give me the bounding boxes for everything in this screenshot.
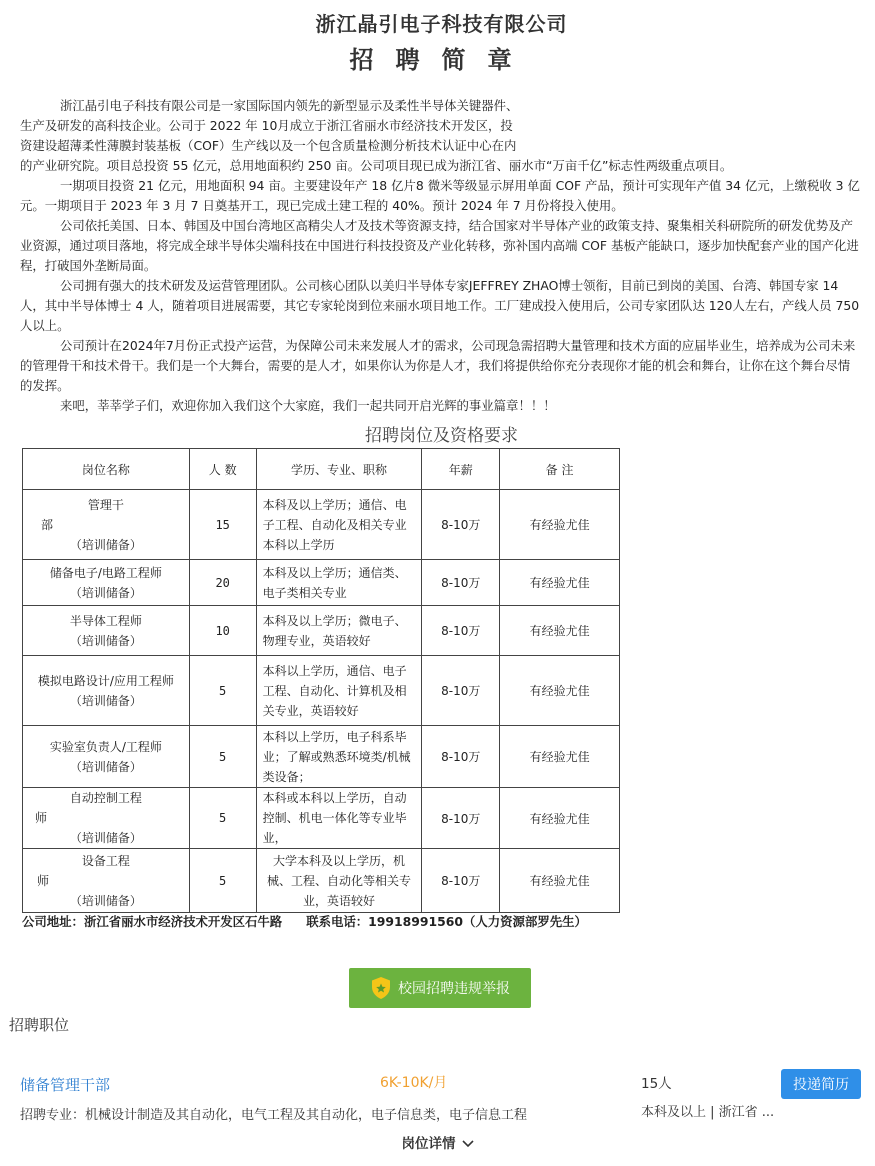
job-requirements-table [22, 448, 620, 913]
intro-line: 浙江晶引电子科技有限公司是一家国际国内领先的新型显示及柔性半导体关键器件、 [60, 98, 519, 113]
company-address: 公司地址：浙江省丽水市经济技术开发区石牛路 [22, 914, 283, 929]
position-salary: 8-10万 [422, 788, 500, 849]
position-name-line: （培训储备） [69, 693, 142, 708]
position-count: 20 [189, 560, 256, 606]
position-name-line: 实验室负责人/工程师 [49, 739, 162, 754]
position-name [23, 726, 190, 788]
position-salary: 8-10万 [422, 490, 500, 560]
table-header-row [23, 449, 620, 490]
position-note: 有经验尤佳 [500, 788, 620, 849]
position-name-line: （培训储备） [69, 831, 142, 845]
position-name-line: （培训储备） [69, 585, 142, 600]
position-count: 5 [189, 788, 256, 849]
report-button-label: 校园招聘违规举报 [398, 981, 510, 997]
position-name [23, 560, 190, 606]
position-name-line: （培训储备） [69, 893, 142, 908]
position-note: 有经验尤佳 [500, 656, 620, 726]
position-salary: 8-10万 [422, 726, 500, 788]
job-headcount: 15人 [641, 1076, 672, 1092]
position-count: 15 [189, 490, 256, 560]
header-note: 备 注 [500, 449, 620, 490]
table-row [23, 788, 620, 849]
position-note: 有经验尤佳 [500, 849, 620, 913]
brochure-title: 招聘简章 [349, 45, 534, 74]
position-count: 5 [189, 849, 256, 913]
position-note: 有经验尤佳 [500, 726, 620, 788]
job-title-link[interactable]: 储备管理干部 [20, 1076, 111, 1094]
intro-paragraph-team: 公司拥有强大的技术研发及运营管理团队。公司核心团队以美归半导体专家JEFFREY ZHAO博士领衔，目前已到岗的美国、台湾、韩国专家 14人，其中半导体博士 4 人，随着项目进展需要，其它专家轮岗到位来丽水项目地工作。工厂建成投入使用后，公司专家团队达 120人左右，产线人员 750 人以上。 [20, 278, 860, 333]
position-requirement: 本科以上学历，电子科系毕业；了解或熟悉环境类/机械类设备； [256, 726, 422, 788]
position-note: 有经验尤佳 [500, 560, 620, 606]
table-row [23, 849, 620, 913]
position-name-line: （培训储备） [69, 759, 142, 774]
job-details-toggle[interactable] [0, 1132, 875, 1152]
header-position: 岗位名称 [23, 449, 190, 490]
position-salary: 8-10万 [422, 606, 500, 656]
job-salary: 6K-10K/月 [380, 1075, 448, 1091]
job-meta: 本科及以上 | 浙江省 ... [641, 1105, 775, 1120]
intro-line: 资建设超薄柔性薄膜封装基板（COF）生产线以及一个包含质量检测分析技术认证中心在内 [20, 138, 517, 153]
position-note: 有经验尤佳 [500, 490, 620, 560]
shield-star-icon [370, 976, 392, 1000]
company-introduction [20, 96, 862, 416]
position-name [23, 849, 190, 913]
intro-paragraph-resources: 公司依托美国、日本、韩国及中国台湾地区高精尖人才及技术等资源支持，结合国家对半导体产业的政策支持、聚集相关科研院所的研发优势及产业资源，通过项目落地，将完成全球半导体尖端科技在中国进行科技投资及产业化转移，弥补国内高端 COF 基板产能缺口，逐步加快配套产业的国产化进程，打破国外垄断局面。 [20, 218, 859, 273]
position-salary: 8-10万 [422, 560, 500, 606]
positions-section-title: 招聘职位 [9, 1016, 70, 1034]
position-note: 有经验尤佳 [500, 606, 620, 656]
position-name-line: （培训储备） [69, 633, 142, 648]
header-requirement: 学历、专业、职称 [256, 449, 422, 490]
position-name-line: （培训储备） [69, 537, 142, 552]
position-name-line: 师 [35, 811, 48, 825]
company-name: 浙江晶引电子科技有限公司 [315, 12, 568, 36]
position-salary: 8-10万 [422, 656, 500, 726]
position-count: 10 [189, 606, 256, 656]
job-majors: 招聘专业：机械设计制造及其自动化，电气工程及其自动化，电子信息类，电子信息工程 [20, 1108, 528, 1123]
table-row [23, 560, 620, 606]
submit-resume-button[interactable]: 投递简历 [781, 1069, 861, 1099]
position-name [23, 656, 190, 726]
position-name-line: 设备工程 [81, 853, 130, 868]
intro-paragraph-phase-one: 一期项目投资 21 亿元，用地面积 94 亩。主要建设年产 18 亿片8 微米等级显示屏用单面 COF 产品，预计可实现年产值 34 亿元，上缴税收 3 亿元。一期项目于 2023 年 3 月 7 日奠基开工，现已完成土建工程的 40%。预计 2024 年 7 月份将投入使用。 [20, 178, 860, 213]
position-name-line: 模拟电路设计/应用工程师 [37, 673, 174, 688]
position-name-line: 管理干 [87, 497, 124, 512]
intro-paragraph-recruitment: 公司预计在2024年7月份正式投产运营，为保障公司未来发展人才的需求，公司现急需招聘大量管理和技术方面的应届毕业生，培养成为公司未来的管理骨干和技术骨干。我们是一个大舞台，需要的是人才，如果你认为你是人才，我们将提供给你充分表现你才能的机会和舞台，让你在这个舞台尽情的发挥。 [20, 338, 856, 393]
position-name-line: 储备电子/电路工程师 [49, 565, 162, 580]
position-requirement: 本科或本科以上学历，自动控制、机电一体化等专业毕业， [256, 788, 422, 849]
position-requirement: 本科及以上学历；微电子、物理专业，英语较好 [256, 606, 422, 656]
position-name-line: 自动控制工程 [69, 791, 142, 805]
position-requirement: 本科及以上学历；通信类、电子类相关专业 [256, 560, 422, 606]
position-count: 5 [189, 656, 256, 726]
intro-line: 的产业研究院。项目总投资 55 亿元，总用地面积约 250 亩。公司项目现已成为浙江省、丽水市“万亩千亿”标志性两级重点项目。 [20, 158, 733, 173]
position-requirement: 本科以上学历，通信、电子工程、自动化、计算机及相关专业，英语较好 [256, 656, 422, 726]
position-count: 5 [189, 726, 256, 788]
table-row [23, 726, 620, 788]
contact-info [22, 912, 587, 930]
table-row [23, 490, 620, 560]
contact-phone: 联系电话：19918991560（人力资源部罗先生） [306, 914, 587, 929]
job-details-label: 岗位详情 [401, 1136, 456, 1152]
position-name [23, 606, 190, 656]
position-name-line: 师 [37, 873, 50, 888]
report-violation-button[interactable] [349, 968, 531, 1008]
position-name-line: 部 [41, 517, 54, 532]
position-requirement: 大学本科及以上学历，机械、工程、自动化等相关专业，英语较好 [256, 849, 422, 913]
header-salary: 年薪 [422, 449, 500, 490]
table-heading: 招聘岗位及资格要求 [365, 426, 518, 446]
position-requirement: 本科及以上学历；通信、电子工程、自动化及相关专业本科以上学历 [256, 490, 422, 560]
intro-line: 生产及研发的高科技企业。公司于 2022 年 10月成立于浙江省丽水市经济技术开发区，投 [20, 118, 513, 133]
intro-paragraph-invitation: 来吧，莘莘学子们，欢迎你加入我们这个大家庭，我们一起共同开启光辉的事业篇章！！！ [60, 398, 556, 413]
table-row [23, 656, 620, 726]
position-name [23, 788, 190, 849]
position-salary: 8-10万 [422, 849, 500, 913]
position-name-line: 半导体工程师 [69, 613, 142, 628]
position-name [23, 490, 190, 560]
header-count: 人 数 [189, 449, 256, 490]
table-row [23, 606, 620, 656]
chevron-down-icon [462, 1140, 474, 1148]
